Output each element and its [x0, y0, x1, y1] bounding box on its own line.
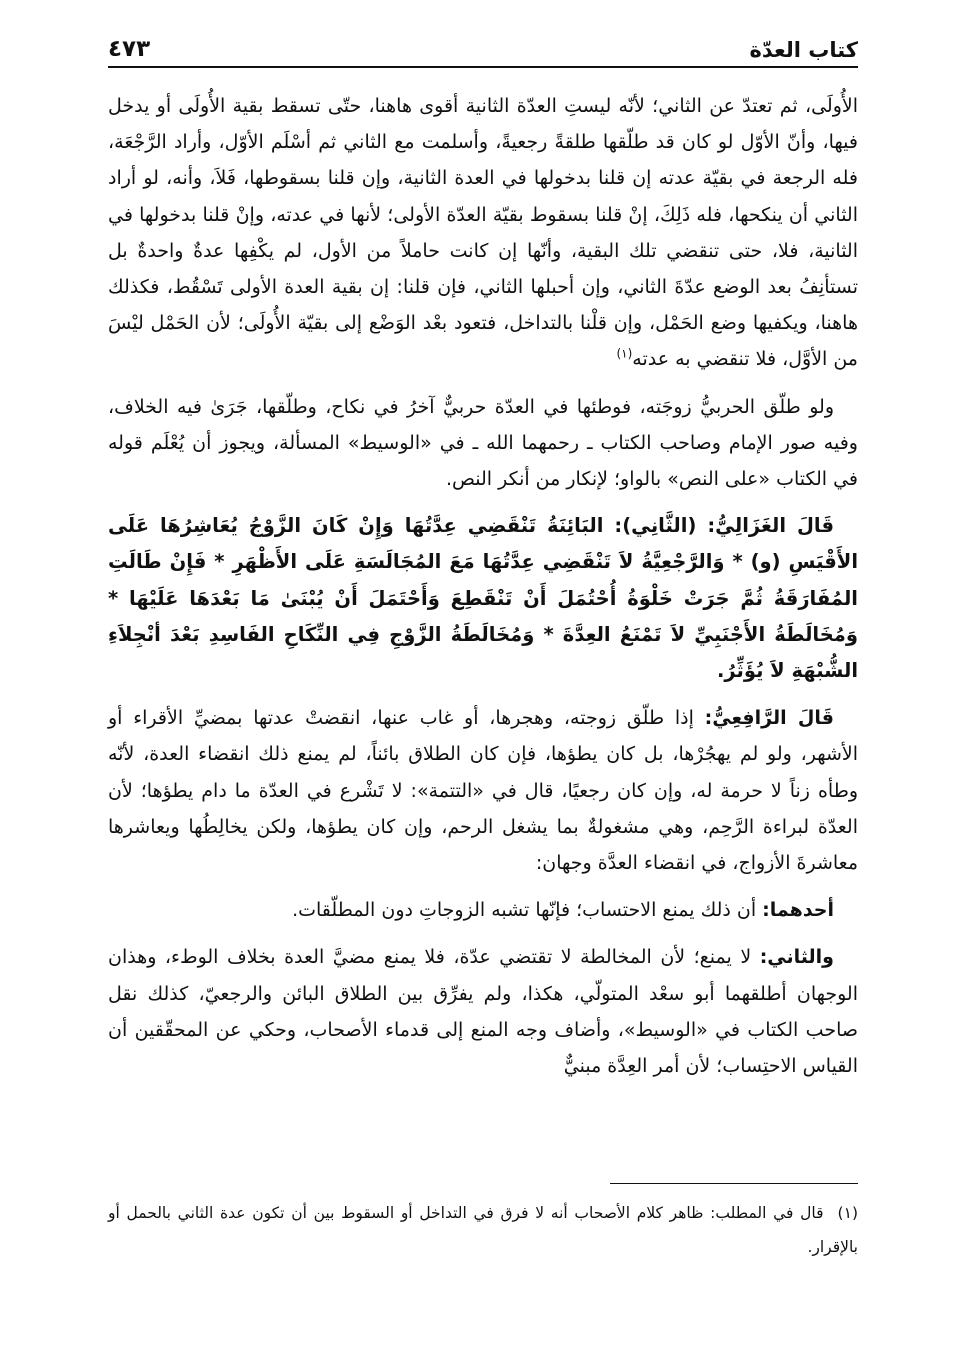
main-text: [108, 88, 858, 1084]
second-view: [108, 939, 858, 1084]
rafii-commentary: [108, 700, 858, 881]
footnote-1: [108, 1196, 858, 1264]
footnote-number: (١): [837, 1204, 858, 1222]
page-header: [108, 26, 858, 68]
ghazali-text: (الثَّانِي): البَائِنَةُ تَنْقَضِي عِدَّتُهَا وَإِنْ كَانَ الزَّوْجُ يُعَاشِرُهَا عَلَى الأَقْيَسِ (و) * وَالرَّجْعِيَّةُ لاَ تَنْقَضِي عِدَّتُهَا مَعَ المُجَالَسَةِ عَلَى الأَظْهَرِ * فَإِنْ طَالَتِ المُفَارَقَةُ ثُمَّ جَرَتْ خَلْوَةُ أُحْتُمَلَ أَنْ تَنْقَطِعَ وَأَحْتَمَلَ أَنْ يُبْنَىٰ مَا بَعْدَهَا عَلَيْهَا * وَمُخَالَطَةُ الأَجْنَبِيِّ لاَ تَمْنَعُ العِدَّةَ * وَمُخَالَطَةُ الزَّوْجِ فِي النِّكَاحِ الفَاسِدِ بَعْدَ أنْجِلاَءِ الشُّبْهَةِ لاَ يُؤَثِّرُ.: [108, 514, 858, 683]
second-view-lead: والثاني:: [759, 946, 834, 969]
second-view-text: لا يمنع؛ لأن المخالطة لا تقتضي عدّة، فلا يمنع مضيَّ العدة بخلاف الوطء، وهذان الوجهان أطلقهما أبو سعْد المتولّي، هكذا، ولم يفرِّق بين الطلاق البائن والرجعيّ، كذلك نقل صاحب الكتاب في «الوسيط»، وأضاف وجه المنع إلى قدماء الأصحاب، وحكي عن المحقّقين أن القياس الاحتِساب؛ لأن أمر العِدَّة مبنيٌّ: [108, 946, 858, 1078]
page-number: ٤٧٣: [108, 36, 151, 62]
footnote-divider: [610, 1183, 858, 1184]
footnote-reference[interactable]: (١): [616, 347, 633, 362]
rafii-lead: قَالَ الرَّافِعِيُّ:: [704, 707, 834, 730]
ghazali-quote: [108, 508, 858, 689]
ghazali-lead: قَالَ الغَزَالِيُّ:: [707, 514, 834, 538]
paragraph-2: ولو طلّق الحربيُّ زوجَته، فوطئها في العدّة حربيٌّ آخرُ في نكاح، وطلّقها، جَرَىٰ فيه الخلاف، وفيه صور الإمام وصاحب الكتاب ـ رحمهما الله ـ في «الوسيط» المسألة، ويجوز أن يُعْلَم قوله في الكتاب «على النص» بالواو؛ لإنكار من أنكر النص.: [108, 395, 858, 491]
paragraph-1: [108, 88, 858, 378]
running-title: كتاب العدّة: [749, 38, 858, 62]
rafii-text: إذا طلّق زوجته، وهجرها، أو غاب عنها، انقضتْ عدتها بمضيِّ الأقراء أو الأشهر، ولو لم يهجُرْها، بل كان يطؤها، فإن كان الطلاق بائناً، لم يمنع ذلك انقضاء العدة، لأنّه وطأه زناً لا حرمة له، وإن كان رجعيًا، قال في «التتمة»: لا تَشْرع في العدّة ما دام يطؤها؛ لأن العدّة لبراءة الرَّحِم، وهي مشغولةٌ بما يشغل الرحم، وإن كان يطؤها، ولكن يخالِطُها ويعاشرها معاشرةَ الأزواج، في انقضاء العدَّة وجهان:: [108, 707, 858, 875]
first-view: [108, 892, 858, 928]
paragraph-1-text: الأُولَى، ثم تعتدّ عن الثاني؛ لأنّه ليستِ العدّة الثانية أقوى هاهنا، حتّى تسقط بقية الأُولَى أو يدخل فيها، وأنّ الأوّل لو كان قد طلّقها طلقةً رجعيةً، وأسلمت مع الثاني ثم أسْلَم الأوّل، وأراد الرَّجْعَة، فله الرجعة في بقيّة عدته إن قلنا بدخولها في العدة الثانية، وإن قلنا بسقوطها، فَلاَ، وأنه، لو أراد الثاني أن ينكحها، فله ذَلِكَ، إنْ قلنا بسقوط بقيّة العدّة الأولى؛ لأنها في عدته، وإنْ قلنا بدخولها في الثانية، فلا، حتى تنقضي تلك البقية، وأنّها إن كانت حاملاً من الأول، لم يكْفِها عدةٌ واحدةٌ بل تستأنِفُ بعد الوضع عدّةَ الثاني، وإن أحبلها الثاني، فإن قلنا: إن بقية العدة الأولى تَسْقُط، فكذلك هاهنا، ويكفيها وضع الحَمْل، وإن قلْنا بالتداخل، فتعود بعْد الوَضْع إلى بقيّة الأُولَى؛ لأن الحَمْل ليْسَ من الأوَّل، فلا تنقضي به عدته: [108, 95, 858, 371]
first-view-lead: أحدهما:: [762, 899, 834, 922]
first-view-text: أن ذلك يمنع الاحتساب؛ فإنّها تشبه الزوجاتِ دون المطلّقات.: [292, 899, 757, 922]
footnote-text: قال في المطلب: ظاهر كلام الأصحاب أنه لا فرق في التداخل أو السقوط بين أن تكون عدة الثاني بالحمل أو بالإقرار.: [108, 1204, 858, 1256]
